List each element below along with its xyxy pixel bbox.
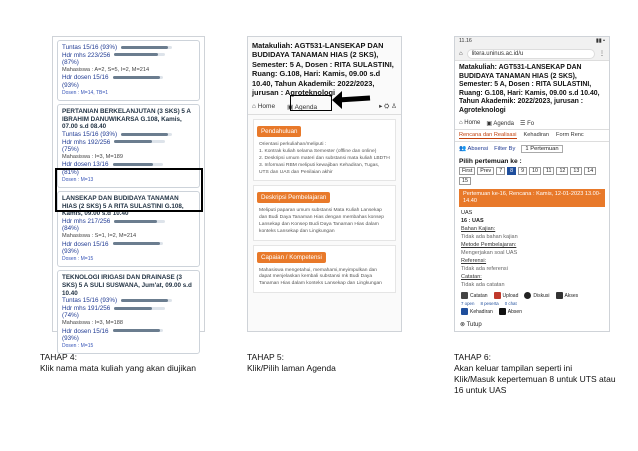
stat-text: Tuntas 15/16 (93%): [62, 130, 118, 138]
absensi-label: Absensi: [467, 145, 489, 152]
subtab-form[interactable]: Form Renc: [556, 131, 584, 138]
stat-line: [62, 297, 195, 305]
course-card[interactable]: [57, 40, 200, 101]
caption-step5-title: TAHAP 5:: [247, 352, 285, 362]
caption-step6: [454, 352, 616, 396]
stat-line: [62, 241, 195, 249]
action-icons: [455, 291, 609, 300]
progress-bar: [113, 163, 164, 166]
catatan-value: Tidak ada catatan: [461, 281, 505, 288]
metode-value: Mengerjakan soal UAS: [461, 249, 518, 256]
stat-text: Hdr mhs 192/256: [62, 138, 111, 146]
course-detail-screenshot: [247, 36, 402, 332]
stat-line: [62, 52, 195, 60]
tutup-label: Tutup: [466, 322, 482, 328]
pager-item[interactable]: 13: [570, 167, 582, 175]
caption-step5-line: Klik/Pilih laman Agenda: [247, 363, 336, 373]
section-line: Meliputi paparan umum substansi Mata Kuliah Lansekap dan Budi Daya Tanaman Hias dengan membahas konsep Lansekap dan Konsep Budi Daya Tanaman Hias dalam konteks Lansekap dan Lingkungan: [259, 208, 384, 234]
stat-line: [62, 59, 195, 67]
icon-counters: [455, 300, 609, 307]
progress-bar: [113, 242, 164, 245]
course-card[interactable]: [57, 104, 200, 188]
filter-label: Filter By: [494, 145, 516, 152]
absen-button[interactable]: [499, 308, 522, 315]
section-heading: Deskripsi Pembelajaran: [257, 192, 330, 203]
tab-home-label: Home: [464, 119, 481, 126]
meeting-pager: [455, 166, 609, 186]
course-title: Matakuliah: AGT531-LANSEKAP DAN BUDIDAYA TANAMAN HIAS (2 SKS), Semester: 5 A, Dosen : RITA SULASTINI, Ruang: G.108, Hari: Kamis, 09.00 s.d 10.40, Tahun Akademik: 2022/2023, jurusan : Agroteknologi: [459, 64, 600, 114]
stat-line: [62, 139, 195, 147]
referensi-heading: Referensi:: [461, 257, 487, 264]
agenda-subtabs: [455, 130, 609, 142]
akses-button[interactable]: [556, 292, 579, 299]
uas-label: UAS: [461, 209, 473, 216]
section-line: Mahasiswa mengetahui, memahami,meyimpulkan dan dapat menjelaskan kembali substansi mk Budi Daya Tanaman Hias dalam konteks Lansekap dan Lingkungan: [259, 267, 382, 287]
lecturer-summary: Dosen : M=15: [62, 342, 94, 349]
section-line: 2. Deskripsi umum materi dan substansi mata kuliah LBDTH: [259, 156, 390, 162]
stat-text: (81%): [62, 168, 79, 176]
stat-text: Hdr mhs 223/256: [62, 51, 111, 59]
stat-text: Hdr dosen 15/16: [62, 327, 109, 335]
agenda-tab[interactable]: ▣ Agenda: [287, 103, 318, 111]
section-line: 3. Informasi RBM meliputi kewajiban Kehadiran, Tugas, UTS dan UAS dan Penilaian akhir: [259, 162, 380, 175]
progress-bar: [121, 299, 172, 302]
stat-line: [62, 161, 195, 169]
meeting-detail: [455, 207, 609, 291]
counter-open: 7 open: [461, 300, 475, 306]
progress-bar: [114, 140, 165, 143]
tab-forum-label: Fo: [527, 120, 535, 127]
stat-line: [62, 225, 195, 233]
url-field[interactable]: litera.uninus.ac.id/u: [467, 49, 595, 59]
progress-fill: [113, 163, 154, 166]
stat-text: Hdr dosen 15/16: [62, 74, 109, 82]
stat-text: Tuntas 15/16 (93%): [62, 44, 118, 51]
stat-text: (84%): [62, 225, 79, 233]
progress-fill: [113, 329, 160, 332]
student-summary: Mahasiswa : A=2, S=5, I=2, M=214: [62, 66, 150, 73]
tab-forum[interactable]: ☰ Fo: [520, 120, 535, 127]
progress-fill: [114, 307, 151, 310]
pager-item[interactable]: 7: [496, 167, 505, 175]
caption-step4-title: TAHAP 4:: [40, 352, 78, 362]
pager-item[interactable]: Prev: [477, 167, 494, 175]
stat-line: [62, 312, 195, 320]
counter-chat: 0 chat: [504, 300, 517, 306]
stat-line: [62, 248, 195, 256]
note-icon: [461, 292, 468, 299]
course-tabs: [455, 118, 609, 130]
chat-icon: [524, 292, 531, 299]
content-section: [253, 119, 396, 181]
agenda-tab-label: Agenda: [294, 103, 318, 111]
pager-item[interactable]: 12: [556, 167, 568, 175]
course-name[interactable]: LANSEKAP DAN BUDIDAYA TANAMAN HIAS (2 SKS) 5 A RITA SULASTINI G.108, Kamis, 09.00 s.d 10.40: [62, 195, 184, 218]
kehadiran-button[interactable]: [461, 308, 493, 315]
people-icon: [461, 308, 468, 315]
akses-label: Akses: [564, 292, 579, 299]
section-line: Orientasi perkuliahan/meliputi :: [259, 142, 327, 148]
subtab-kehadiran[interactable]: Kehadiran: [523, 131, 550, 138]
progress-fill: [114, 53, 158, 56]
progress-bar: [121, 46, 172, 49]
stat-text: (75%): [62, 146, 79, 154]
battery-icon: ▮▮ ▪: [595, 38, 605, 44]
tab-home[interactable]: ⌂ Home: [459, 119, 481, 126]
attendance-row: [455, 307, 609, 316]
stat-text: Hdr dosen 15/16: [62, 240, 109, 248]
calendar-icon: [499, 308, 506, 315]
kehadiran-label: Kehadiran: [470, 308, 493, 315]
diskusi-label: Diskusi: [533, 292, 550, 299]
section-line: 1. Kontrak kuliah selama Semester (offline dan online): [259, 149, 377, 155]
progress-bar: [113, 329, 164, 332]
meeting-band: Pertemuan ke-16, Rencana : Kamis, 12-01-2023 13.00-14.40: [459, 189, 605, 207]
tab-agenda-label: Agenda: [493, 120, 515, 127]
course-card[interactable]: [57, 191, 200, 267]
student-summary: Mahasiswa : I=3, M=188: [62, 320, 123, 326]
absen-label: Absen: [507, 308, 522, 315]
tutup-button[interactable]: ⊗ Tutup: [460, 322, 482, 328]
pager-item[interactable]: First: [459, 167, 475, 175]
stat-line: [62, 44, 195, 52]
stat-text: Tuntas 15/16 (93%): [62, 297, 118, 305]
course-list-screenshot: [52, 36, 205, 349]
diskusi-button[interactable]: [524, 292, 549, 299]
catatan-label: Catatan: [470, 292, 488, 299]
menu-icon[interactable]: ⋮: [599, 51, 605, 57]
lecturer-summary: Dosen : M=13: [62, 176, 94, 183]
highlight-agenda-tab: [290, 95, 332, 111]
pager-item[interactable]: 11: [543, 167, 555, 175]
caption-step6-line: 16 untuk UAS: [454, 385, 507, 395]
course-sections: [248, 119, 401, 293]
agenda-screenshot: [454, 36, 610, 332]
progress-fill: [113, 242, 160, 245]
stat-text: (93%): [62, 335, 79, 343]
progress-fill: [121, 46, 168, 49]
home-tab-label: Home: [257, 103, 276, 111]
bahan-heading: Bahan Kajian:: [461, 225, 496, 232]
stat-text: (93%): [62, 248, 79, 256]
pointer-arrow-icon: [330, 88, 374, 118]
address-bar: [455, 47, 609, 61]
section-body: [254, 140, 395, 180]
progress-bar: [121, 133, 172, 136]
subtab-rencana[interactable]: Rencana dan Realisasi: [459, 131, 517, 138]
upload-label: Upload: [502, 292, 519, 299]
stat-line: [62, 131, 195, 139]
absensi-row: [455, 142, 609, 156]
section-heading: Pendahuluan: [257, 126, 301, 137]
section-body: [254, 206, 395, 239]
catatan-heading: Catatan:: [461, 273, 482, 280]
counter-share: 8 peserta: [480, 300, 499, 306]
course-card[interactable]: [57, 270, 200, 354]
referensi-value: Tidak ada referensi: [461, 265, 508, 272]
status-bar: [455, 37, 609, 47]
stat-text: Hdr mhs 217/256: [62, 217, 111, 225]
pager-item[interactable]: 8: [507, 167, 516, 175]
progress-fill: [114, 140, 152, 143]
status-time: 11.16: [459, 38, 472, 44]
section-body: [254, 266, 395, 292]
absensi-link[interactable]: 👥 Absensi: [459, 145, 489, 152]
access-icon: [556, 292, 563, 299]
stat-text: (87%): [62, 59, 79, 67]
section-heading: Capaian / Kompetensi: [257, 252, 326, 263]
stat-text: Hdr dosen 13/16: [62, 161, 109, 169]
pager-item[interactable]: 10: [529, 167, 541, 175]
student-summary: Mahasiswa : S=1, I=2, M=214: [62, 233, 137, 240]
progress-fill: [121, 299, 168, 302]
stat-line: [62, 328, 195, 336]
stat-text: (74%): [62, 312, 79, 320]
pager-item[interactable]: 14: [584, 167, 596, 175]
home-tab[interactable]: ⌂ Home: [252, 103, 276, 111]
stat-line: [62, 305, 195, 313]
lecturer-summary: Dosen : M=14, TB=1: [62, 89, 109, 96]
progress-bar: [114, 220, 165, 223]
meeting-select[interactable]: 1 Pertemuan: [521, 145, 562, 153]
progress-bar: [114, 53, 165, 56]
stat-line: [62, 74, 195, 82]
bahan-value: Tidak ada bahan kajian: [461, 233, 518, 240]
progress-fill: [121, 133, 168, 136]
content-section: [253, 245, 396, 293]
caption-step5: [247, 352, 336, 374]
stat-line: [62, 146, 195, 154]
content-section: [253, 185, 396, 240]
caption-step6-line: Akan keluar tampilan seperti ini: [454, 363, 573, 373]
catatan-button[interactable]: [461, 292, 488, 299]
caption-step4: [40, 352, 196, 374]
progress-bar: [113, 76, 164, 79]
metode-heading: Metode Pembelajaran:: [461, 241, 517, 248]
course-title: Matakuliah: AGT531-LANSEKAP DAN BUDIDAYA TANAMAN HIAS (2 SKS), Semester: 5 A, Dosen : RITA SULASTINI, Ruang: G.108, Hari: Kamis, 09.00 s.d 10.40, Tahun Akademik: 2022/2023, jurusan : Agroteknologi: [252, 41, 394, 98]
stat-text: Hdr mhs 191/256: [62, 304, 111, 312]
course-name[interactable]: TEKNOLOGI IRIGASI DAN DRAINASE (3 SKS) 5 A SULI SUSWANA, Jum'at, 09.00 s.d 10.40: [62, 274, 192, 297]
caption-step6-line: Klik/Masuk kepertemuan 8 untuk UTS atau: [454, 374, 616, 384]
stat-line: [62, 169, 195, 177]
upload-icon: [494, 292, 501, 299]
course-name[interactable]: PERTANIAN BERKELANJUTAN (3 SKS) 5 A IBRAHIM DANUWIKARSA G.108, Kamis, 07.00 s.d 08.40: [62, 108, 191, 131]
stat-text: (93%): [62, 81, 79, 89]
stat-line: [62, 218, 195, 226]
lecturer-summary: Dosen : M=15: [62, 255, 94, 262]
progress-fill: [113, 76, 160, 79]
caption-step6-title: TAHAP 6:: [454, 352, 492, 362]
more-tab-icon[interactable]: ▸ ⛭ ♙: [379, 103, 397, 111]
stat-line: [62, 82, 195, 90]
pager-item[interactable]: 15: [459, 177, 471, 185]
tab-agenda[interactable]: ▣ Agenda: [486, 120, 515, 127]
pager-item[interactable]: 9: [518, 167, 527, 175]
progress-bar: [114, 307, 165, 310]
course-card-list: [53, 40, 204, 354]
upload-button[interactable]: [494, 292, 519, 299]
caption-step4-line: Klik nama mata kuliah yang akan diujikan: [40, 363, 196, 373]
stat-line: [62, 335, 195, 343]
meeting-topic: 16 : UAS: [461, 217, 484, 224]
student-summary: Mahasiswa : I=3, M=189: [62, 153, 123, 160]
progress-fill: [114, 220, 156, 223]
pilih-pertemuan-label: Pilih pertemuan ke :: [459, 157, 522, 165]
home-icon[interactable]: ⌂: [459, 50, 463, 57]
